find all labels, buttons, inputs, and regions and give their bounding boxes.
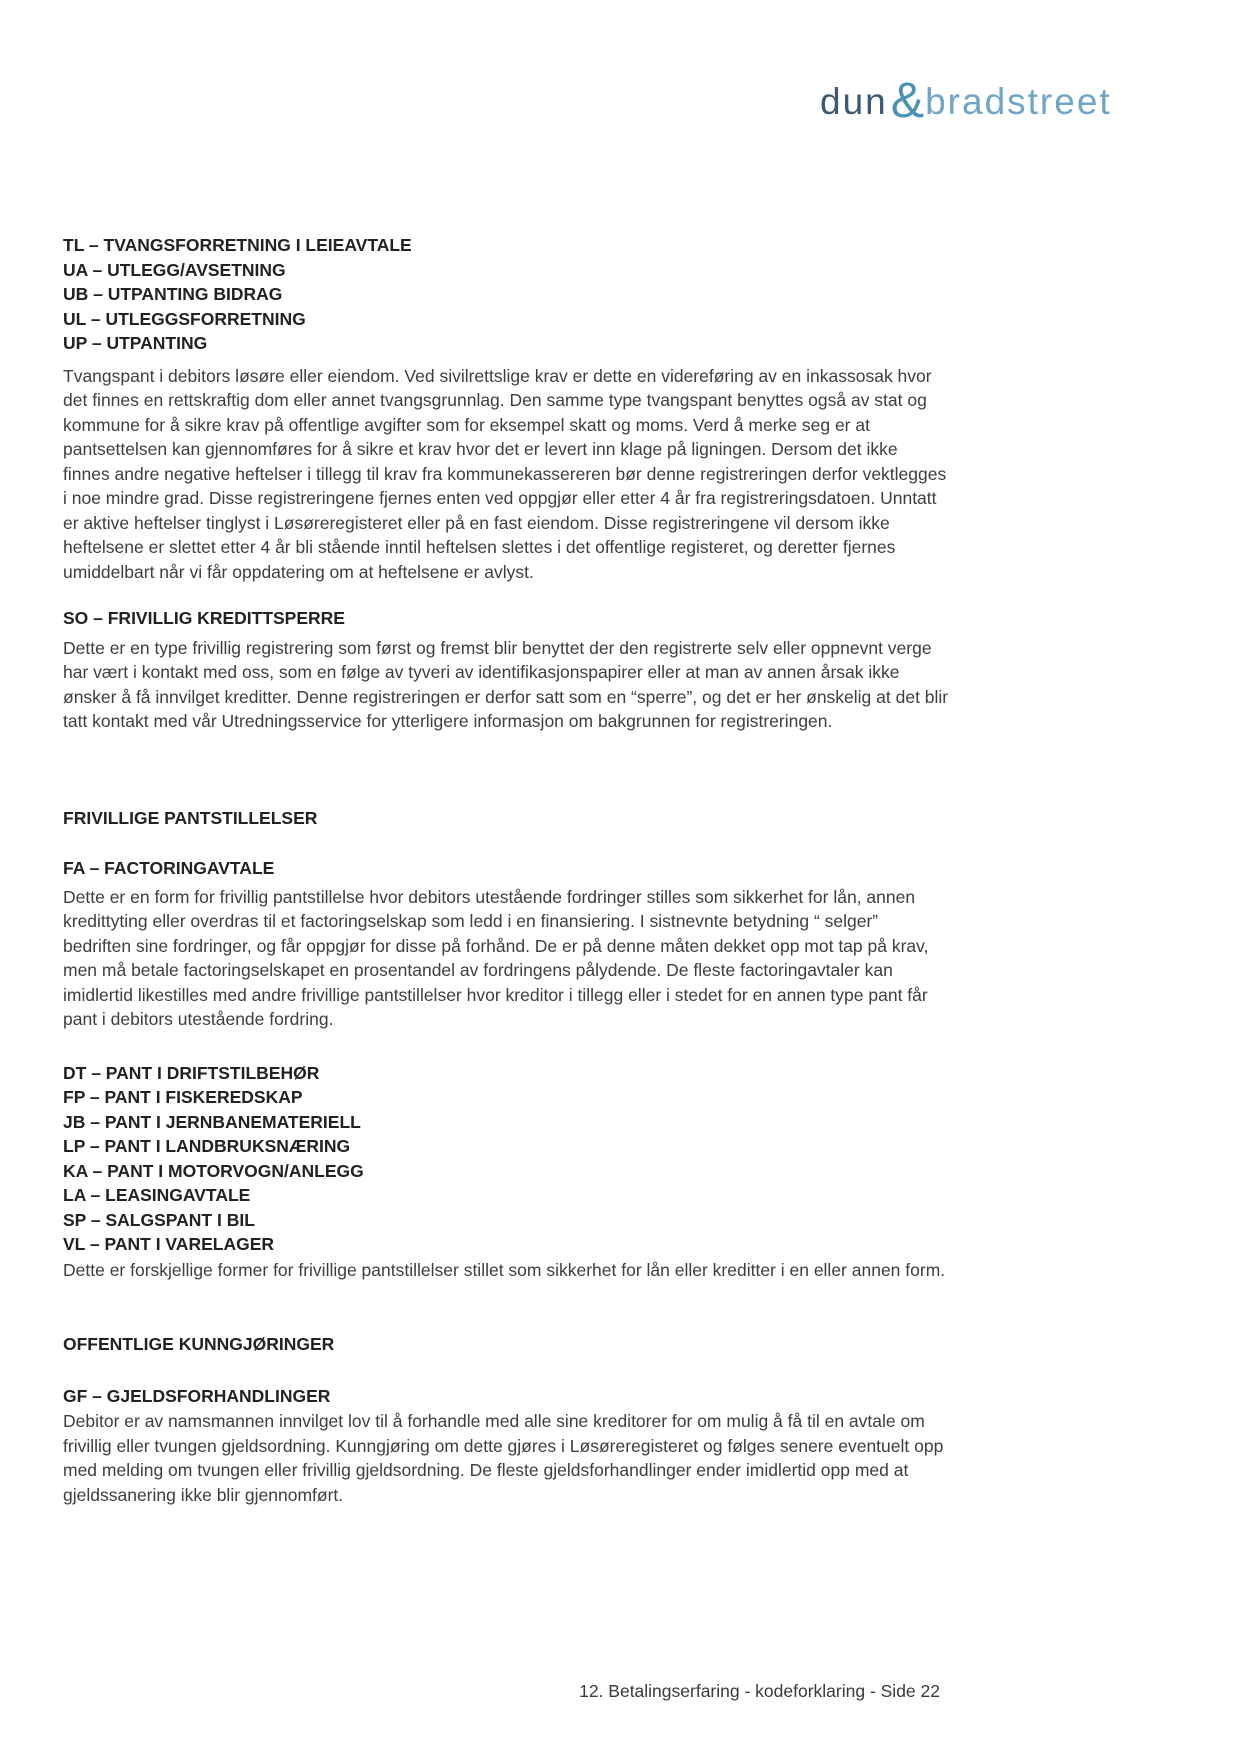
heading-gf-gjeldsforhandlinger: GF – GJELDSFORHANDLINGER: [63, 1385, 331, 1406]
paragraph-pant: Dette er forskjellige former for frivillige pantstillelser stillet som sikkerhet for lån eller kreditter i en eller annen form.: [63, 1259, 946, 1280]
document-body: [63, 233, 949, 1507]
code-line-fp: FP – PANT I FISKEREDSKAP: [63, 1087, 303, 1107]
paragraph-fa: Dette er en form for frivillig pantstillelse hvor debitors utestående fordringer stilles som sikkerhet for lån, annen kredittyting eller overdras til et factoringselskap som ledd i en finansiering. I sistnevnte betydning “ selger” bedriften sine fordringer, og får oppgjør for disse på forhånd. De er på denne måten dekket opp mot tap på krav, men må betale factoringselskapet en prosentandel av fordringens pålydende. De fleste factoringavtaler kan imidlertid likestilles med andre frivillige pantstillelser hvor kreditor i tillegg eller i stedet for en annen type pant får pant i debitors utestående fordring.: [63, 886, 929, 1029]
page-footer-text: 12. Betalingserfaring - kodeforklaring - Side 22: [579, 1681, 940, 1701]
section-heading-frivillige-pantstillelser: FRIVILLIGE PANTSTILLELSER: [63, 807, 318, 828]
logo-dun-text: dun: [820, 81, 888, 122]
code-line-sp: SP – SALGSPANT I BIL: [63, 1209, 255, 1230]
code-line-lp: LP – PANT I LANDBRUKSNÆRING: [63, 1136, 351, 1156]
code-line-ka: KA – PANT I MOTORVOGN/ANLEGG: [63, 1160, 364, 1181]
code-line-ul: UL – UTLEGGSFORRETNING: [63, 308, 306, 329]
code-line-ub: UB – UTPANTING BIDRAG: [63, 284, 283, 304]
code-line-dt: DT – PANT I DRIFTSTILBEHØR: [63, 1062, 320, 1083]
code-list-tvangs: [63, 233, 949, 356]
paragraph-tvangs: Tvangspant i debitors løsøre eller eiendom. Ved sivilrettslige krav er dette en videreføring av en inkassosak hvor det finnes en rettskraftig dom eller annet tvangsgrunnlag. Den samme type tvangspant benyttes også av stat og kommune for å sikre krav på offentlige avgifter som for eksempel skatt og moms. Verd å merke seg er at pantsettelsen kan gjennomføres for å sikre et krav hvor det er levert inn klage på ligningen. Dersom det ikke finnes andre negative heftelser i tillegg til krav fra kommunekassereren bør denne registreringen derfor vektlegges i noe mindre grad. Disse registreringene fjernes enten ved oppgjør eller etter 4 år fra registreringsdatoen. Unntatt er aktive heftelser tinglyst i Løsøreregisteret eller på en fast eiendom. Disse registreringene vil dersom ikke heftelsene er slettet etter 4 år bli stående inntil heftelsen slettes i det offentlige registeret, og deretter fjernes umiddelbart når vi får oppdatering om at heftelsene er avlyst.: [63, 365, 947, 582]
code-line-up: UP – UTPANTING: [63, 333, 208, 353]
code-list-pant: [63, 1061, 949, 1257]
dun-bradstreet-logo: [820, 68, 1112, 126]
code-line-tl: TL – TVANGSFORRETNING I LEIEAVTALE: [63, 235, 412, 255]
heading-fa-factoringavtale: FA – FACTORINGAVTALE: [63, 858, 275, 878]
code-line-jb: JB – PANT I JERNBANEMATERIELL: [63, 1111, 361, 1132]
paragraph-so: Dette er en type frivillig registrering som først og fremst blir benyttet der den registrerte selv eller oppnevnt verge har vært i kontakt med oss, som en følge av tyveri av identifikasjonspapirer eller at man av annen årsak ikke ønsker å få innvilget kreditter. Denne registreringen er derfor satt som en “sperre”, og det er her ønskelig at det blir tatt kontakt med vår Utredningsservice for ytterligere informasjon om bakgrunnen for registreringen.: [63, 637, 949, 731]
logo-bradstreet-text: bradstreet: [925, 81, 1112, 122]
code-line-la: LA – LEASINGAVTALE: [63, 1185, 251, 1205]
paragraph-gf: Debitor er av namsmannen innvilget lov til å forhandle med alle sine kreditorer for om mulig å få til en avtale om frivillig eller tvungen gjeldsordning. Kunngjøring om dette gjøres i Løsøreregisteret og følges senere eventuelt opp med melding om tvungen eller frivillig gjeldsordning. De fleste gjeldsforhandlinger ender imidlertid opp med at gjeldssanering ikke blir gjennomført.: [63, 1411, 944, 1505]
code-line-vl: VL – PANT I VARELAGER: [63, 1234, 274, 1254]
heading-so-kredittsperre: SO – FRIVILLIG KREDITTSPERRE: [63, 608, 345, 628]
section-heading-offentlige-kunngjoringer: OFFENTLIGE KUNNGJØRINGER: [63, 1334, 335, 1354]
logo-ampersand-icon: &: [890, 72, 925, 128]
code-line-ua: UA – UTLEGG/AVSETNING: [63, 259, 286, 280]
